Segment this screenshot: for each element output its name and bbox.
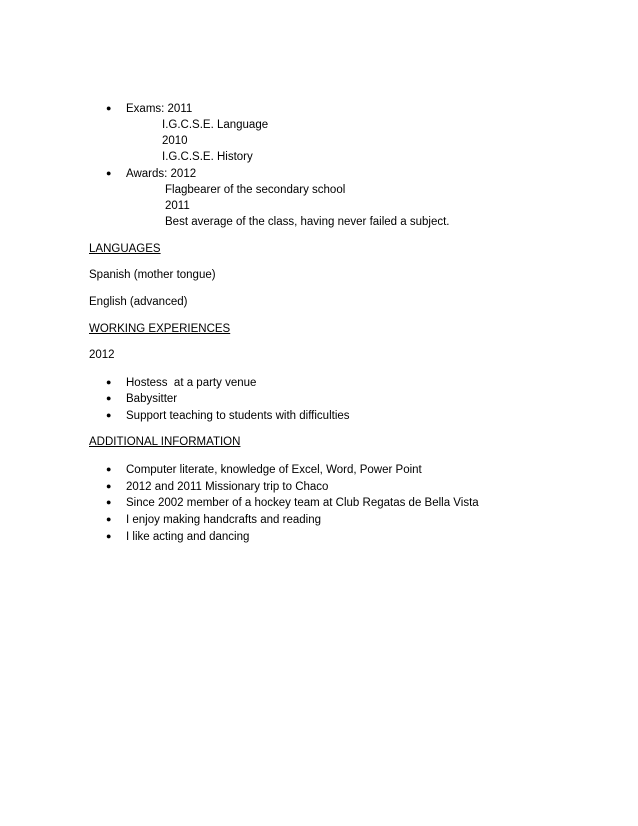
bullet-icon: ● (106, 168, 112, 178)
language-item: English (advanced) (89, 296, 188, 308)
list-item (106, 512, 321, 527)
bullet-icon: ● (106, 464, 112, 474)
list-item (106, 495, 479, 510)
work-item-label: Support teaching to students with difficulties (126, 410, 350, 422)
exams-detail: I.G.C.S.E. Language (162, 119, 269, 131)
awards-detail: Best average of the class, having never failed a subject. (165, 216, 450, 228)
info-item-label: Since 2002 member of a hockey team at Club Regatas de Bella Vista (126, 497, 479, 509)
list-item (106, 529, 249, 544)
bullet-icon: ● (106, 377, 112, 387)
work-item-label: Hostess at a party venue (126, 377, 257, 389)
list-item-awards (106, 166, 196, 181)
language-item: Spanish (mother tongue) (89, 269, 216, 281)
bullet-icon: ● (106, 514, 112, 524)
bullet-icon: ● (106, 497, 112, 507)
working-experiences-heading: WORKING EXPERIENCES (89, 323, 231, 335)
info-item-label: 2012 and 2011 Missionary trip to Chaco (126, 481, 329, 493)
bullet-icon: ● (106, 393, 112, 403)
list-item (106, 391, 177, 406)
info-item-label: Computer literate, knowledge of Excel, Word, Power Point (126, 464, 422, 476)
additional-information-heading: ADDITIONAL INFORMATION (89, 436, 241, 448)
list-item-exams (106, 101, 192, 116)
working-experiences-year: 2012 (89, 349, 115, 361)
bullet-icon: ● (106, 531, 112, 541)
languages-heading: LANGUAGES (89, 243, 161, 255)
exams-label: Exams: 2011 (126, 103, 193, 115)
bullet-icon: ● (106, 103, 112, 113)
awards-detail: 2011 (165, 200, 190, 212)
list-item (106, 408, 350, 423)
list-item (106, 479, 328, 494)
bullet-icon: ● (106, 410, 112, 420)
awards-label: Awards: 2012 (126, 168, 197, 180)
info-item-label: I like acting and dancing (126, 531, 250, 543)
info-item-label: I enjoy making handcrafts and reading (126, 514, 321, 526)
work-item-label: Babysitter (126, 393, 178, 405)
list-item (106, 375, 256, 390)
exams-detail: I.G.C.S.E. History (162, 151, 253, 163)
list-item (106, 462, 422, 477)
exams-detail: 2010 (162, 135, 188, 147)
awards-detail: Flagbearer of the secondary school (165, 184, 346, 196)
bullet-icon: ● (106, 481, 112, 491)
